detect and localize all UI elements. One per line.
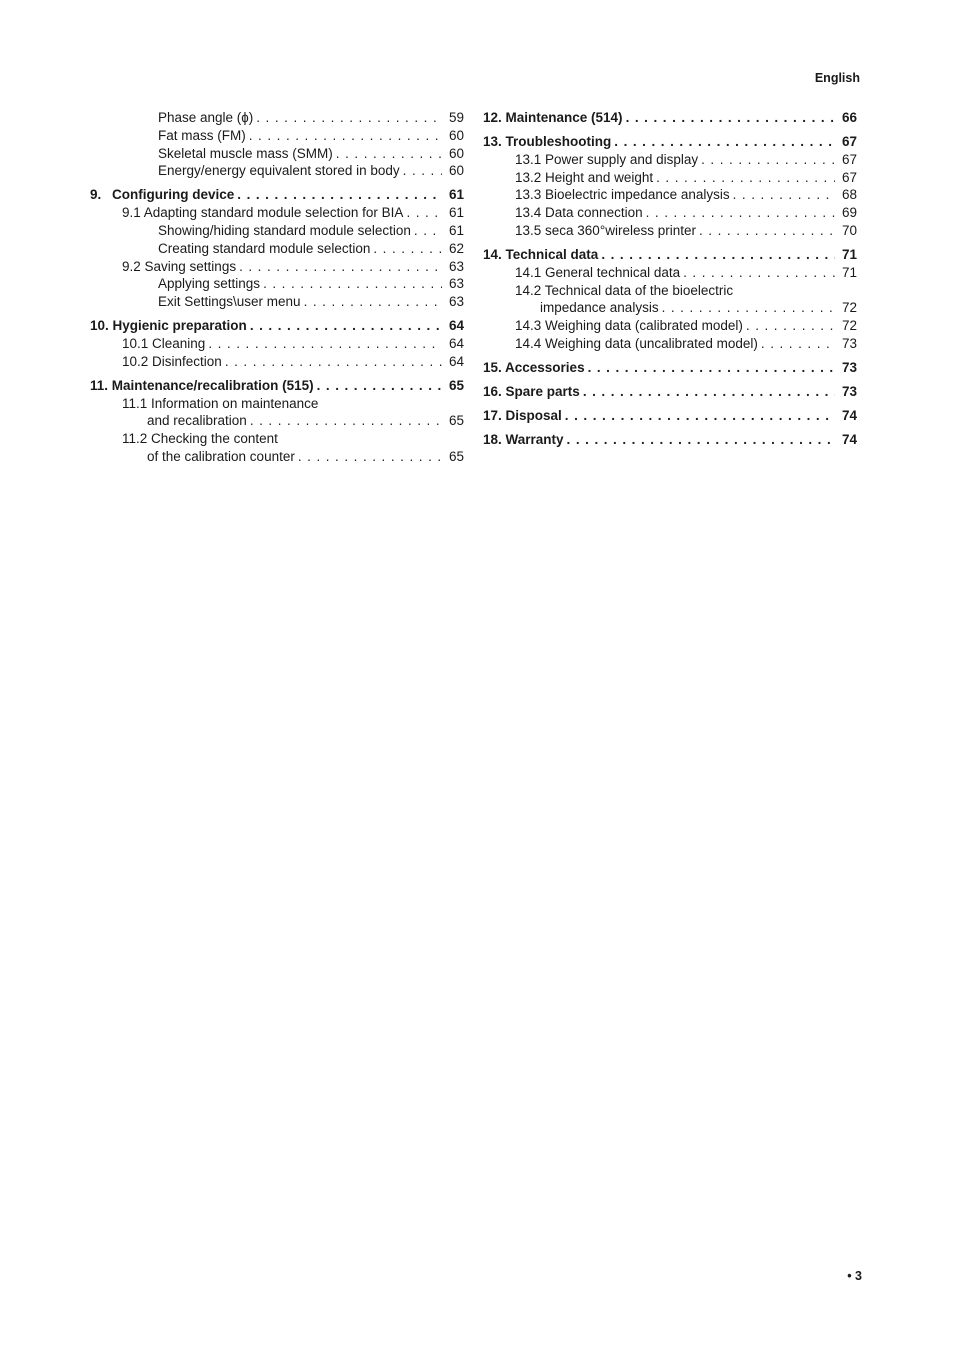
toc-entry-title: 11.2 Checking the content: [122, 431, 278, 447]
toc-entry-title: Exit Settings\user menu: [158, 294, 301, 310]
toc-entry-page: 73: [841, 335, 857, 351]
toc-dot-leader: [234, 186, 442, 204]
toc-dot-leader: [698, 151, 835, 169]
toc-section-entry[interactable]: [90, 109, 464, 127]
toc-entry-title: 11.1 Information on maintenance: [122, 395, 319, 411]
toc-section-entry[interactable]: [483, 204, 857, 222]
toc-dot-leader: [247, 412, 442, 430]
toc-entry-page: 73: [841, 383, 857, 399]
toc-entry-title: 13.4 Data connection: [515, 205, 643, 221]
toc-section-entry[interactable]: [90, 275, 464, 293]
toc-dot-leader: [295, 448, 442, 466]
toc-section-entry[interactable]: [90, 430, 464, 448]
toc-dot-leader: [564, 431, 835, 449]
toc-dot-leader: [680, 264, 835, 282]
toc-entry-page: 60: [448, 145, 464, 161]
toc-entry-title: Fat mass (FM): [158, 127, 246, 143]
toc-entry-number: 9.: [90, 187, 102, 203]
toc-entry-title: 14.3 Weighing data (calibrated model): [515, 318, 743, 334]
toc-entry-title: Energy/energy equivalent stored in body: [158, 163, 400, 179]
toc-entry-page: 65: [448, 377, 464, 393]
toc-dot-leader: [580, 383, 835, 401]
toc-entry-title: Phase angle (ɸ): [158, 110, 254, 125]
toc-entry-page: 70: [841, 222, 857, 238]
toc-section-entry[interactable]: [483, 317, 857, 335]
toc-section-entry[interactable]: [90, 145, 464, 163]
toc-entry-title: 14.1 General technical data: [515, 264, 681, 280]
toc-entry-title: Showing/hiding standard module selection: [158, 222, 411, 238]
toc-entry-title: 18. Warranty: [483, 431, 564, 447]
toc-entry-title: 9.2 Saving settings: [122, 258, 237, 274]
toc-section-entry[interactable]: [90, 395, 464, 413]
toc-section-entry[interactable]: [90, 293, 464, 311]
toc-entry-title: impedance analysis: [540, 300, 659, 316]
toc-entry-title: and recalibration: [147, 413, 247, 429]
toc-dot-leader: [301, 293, 442, 311]
toc-entry-page: 66: [841, 110, 857, 125]
toc-section-entry[interactable]: [483, 282, 857, 300]
toc-entry-title: 13.2 Height and weight: [515, 169, 654, 185]
toc-entry-page: 63: [448, 258, 464, 274]
header-language: English: [814, 71, 860, 85]
toc-entry-page: 69: [841, 205, 857, 221]
toc-entry-page: 68: [841, 187, 857, 203]
toc-dot-leader: [743, 317, 835, 335]
toc-entry-page: 64: [448, 318, 464, 334]
toc-entry-page: 72: [841, 318, 857, 334]
toc-dot-leader: [236, 258, 442, 276]
toc-section-entry[interactable]: [483, 264, 857, 282]
toc-dot-leader: [659, 299, 835, 317]
toc-dot-leader: [370, 240, 442, 258]
toc-entry-title: 10.2 Disinfection: [122, 353, 222, 369]
toc-dot-leader: [696, 222, 835, 240]
toc-entry-title: Applying settings: [158, 276, 261, 292]
toc-entry-page: 65: [448, 413, 464, 429]
toc-chapter-entry[interactable]: [90, 377, 464, 395]
toc-column-left: [90, 109, 464, 466]
toc-entry-page: 73: [841, 359, 857, 375]
toc-entry-page: 74: [841, 431, 857, 447]
toc-entry-page: 67: [841, 133, 857, 149]
toc-dot-leader: [643, 204, 835, 222]
toc-section-entry[interactable]: [483, 299, 857, 317]
toc-section-entry[interactable]: [483, 151, 857, 169]
toc-entry-title: 16. Spare parts: [483, 383, 580, 399]
toc-dot-leader: [730, 186, 835, 204]
toc-section-entry[interactable]: [90, 353, 464, 371]
toc-dot-leader: [611, 133, 835, 151]
toc-dot-leader: [247, 317, 442, 335]
toc-section-entry[interactable]: [90, 204, 464, 222]
toc-dot-leader: [314, 377, 442, 395]
toc-entry-page: 67: [841, 169, 857, 185]
toc-section-entry[interactable]: [90, 222, 464, 240]
toc-chapter-entry[interactable]: [483, 431, 857, 449]
toc-entry-title: 13.3 Bioelectric impedance analysis: [515, 187, 730, 203]
toc-dot-leader: [205, 335, 442, 353]
toc-chapter-entry[interactable]: [483, 359, 857, 377]
toc-section-entry[interactable]: [483, 186, 857, 204]
toc-entry-page: 64: [448, 353, 464, 369]
toc-dot-leader: [585, 359, 835, 377]
toc-dot-leader: [400, 162, 442, 180]
toc-section-entry[interactable]: [90, 240, 464, 258]
toc-entry-page: 61: [448, 222, 464, 238]
toc-entry-page: 62: [448, 240, 464, 256]
toc-dot-leader: [562, 407, 835, 425]
toc-entry-page: 61: [448, 187, 464, 203]
toc-entry-page: 72: [841, 300, 857, 316]
toc-section-entry[interactable]: [483, 169, 857, 187]
toc-section-entry[interactable]: [90, 162, 464, 180]
toc-section-entry[interactable]: [483, 222, 857, 240]
toc-column-right: [483, 109, 857, 449]
toc-entry-page: 61: [448, 205, 464, 221]
toc-dot-leader: [260, 275, 442, 293]
toc-chapter-entry[interactable]: [90, 186, 464, 204]
toc-entry-title: 11. Maintenance/recalibration (515): [90, 377, 314, 393]
toc-chapter-entry[interactable]: [483, 109, 857, 127]
page-number: • 3: [847, 1269, 862, 1283]
toc-entry-page: 60: [448, 163, 464, 179]
toc-entry-title: 9.1 Adapting standard module selection for BIA: [122, 205, 404, 221]
toc-entry-page: 64: [448, 335, 464, 351]
toc-entry-title: 13. Troubleshooting: [483, 133, 612, 149]
toc-dot-leader: [246, 127, 442, 145]
toc-entry-page: 59: [448, 110, 464, 125]
toc-dot-leader: [411, 222, 442, 240]
toc-chapter-entry[interactable]: [483, 246, 857, 264]
toc-entry-page: 74: [841, 407, 857, 423]
toc-entry-title: 14. Technical data: [483, 246, 599, 262]
toc-dot-leader: [403, 204, 442, 222]
toc-entry-title: of the calibration counter: [147, 448, 295, 464]
toc-entry-title: Creating standard module selection: [158, 240, 371, 256]
toc-entry-page: 67: [841, 151, 857, 167]
toc-dot-leader: [598, 246, 835, 264]
toc-entry-title: 10.1 Cleaning: [122, 335, 206, 351]
toc-chapter-entry[interactable]: [483, 407, 857, 425]
toc-dot-leader: [653, 169, 835, 187]
toc-entry-title: 10. Hygienic preparation: [90, 318, 247, 334]
toc-chapter-entry[interactable]: [483, 133, 857, 151]
toc-entry-title: 13.5 seca 360°wireless printer: [515, 222, 696, 238]
toc-section-entry[interactable]: [90, 258, 464, 276]
toc-chapter-entry[interactable]: [90, 317, 464, 335]
toc-entry-page: 63: [448, 276, 464, 292]
toc-dot-leader: [222, 353, 442, 371]
toc-dot-leader: [253, 109, 442, 127]
toc-section-entry[interactable]: [90, 335, 464, 353]
toc-entry-page: 60: [448, 127, 464, 143]
toc-entry-title: 15. Accessories: [483, 359, 585, 375]
toc-section-entry[interactable]: [90, 412, 464, 430]
toc-entry-page: 65: [448, 448, 464, 464]
toc-entry-page: 63: [448, 294, 464, 310]
toc-entry-title: 17. Disposal: [483, 407, 562, 423]
toc-entry-page: 71: [841, 264, 857, 280]
toc-section-entry[interactable]: [90, 127, 464, 145]
toc-section-entry[interactable]: [90, 448, 464, 466]
toc-entry-title: Skeletal muscle mass (SMM): [158, 145, 333, 161]
toc-dot-leader: [758, 335, 835, 353]
toc-dot-leader: [623, 109, 835, 127]
toc-entry-title: 14.4 Weighing data (uncalibrated model): [515, 335, 758, 351]
toc-entry-title: 12. Maintenance (514): [483, 110, 623, 125]
toc-chapter-entry[interactable]: [483, 383, 857, 401]
toc-entry-page: 71: [841, 246, 857, 262]
toc-entry-title: 14.2 Technical data of the bioelectric: [515, 282, 734, 298]
toc-dot-leader: [333, 145, 442, 163]
toc-entry-title: Configuring device: [112, 187, 235, 203]
toc-entry-title: 13.1 Power supply and display: [515, 151, 699, 167]
toc-section-entry[interactable]: [483, 335, 857, 353]
